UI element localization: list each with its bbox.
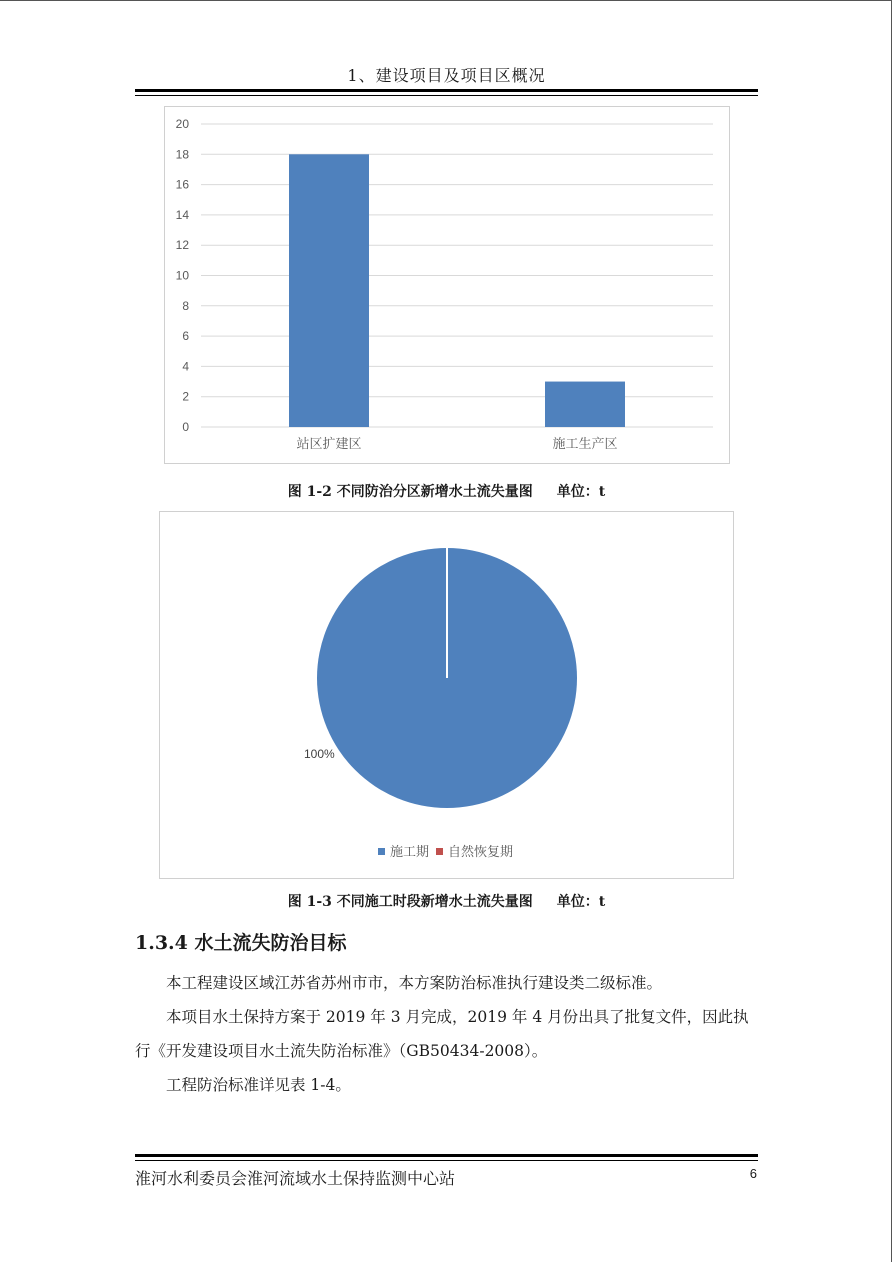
bar-y-tick-label: 16 bbox=[175, 177, 189, 192]
legend-label-1: 自然恢复期 bbox=[448, 845, 514, 860]
pie-caption-text: 图 1-3 不同施工时段新增水土流失量图 bbox=[287, 894, 533, 910]
header-rule-thin bbox=[135, 95, 758, 96]
bar-0 bbox=[289, 154, 369, 427]
bar-y-tick-label: 18 bbox=[175, 147, 189, 162]
bar-caption-unit: 单位：t bbox=[556, 484, 606, 500]
pie-caption-unit: 单位：t bbox=[556, 894, 606, 910]
pie-chart-frame bbox=[159, 511, 734, 879]
bar-caption-text: 图 1-2 不同防治分区新增水土流失量图 bbox=[287, 484, 533, 500]
pie-figure-caption bbox=[135, 891, 758, 911]
bar-figure-caption bbox=[135, 481, 758, 501]
page-number: 6 bbox=[749, 1166, 757, 1181]
bar-y-tick-label: 12 bbox=[175, 238, 189, 253]
page-edge-top bbox=[0, 0, 892, 1]
bar-1 bbox=[545, 382, 625, 427]
paragraph-1: 本工程建设区域江苏省苏州市市，本方案防治标准执行建设类二级标准。 bbox=[166, 974, 663, 992]
legend-swatch-0 bbox=[378, 848, 385, 855]
legend-swatch-1 bbox=[436, 848, 443, 855]
header-rule-thick bbox=[135, 89, 758, 92]
bar-y-tick-label: 4 bbox=[182, 359, 189, 374]
footer-rule-thick bbox=[135, 1154, 758, 1157]
bar-y-tick-label: 6 bbox=[182, 329, 189, 344]
paragraph-2: 本项目水土保持方案于 2019 年 3 月完成，2019 年 4 月份出具了批复文件，因此执行《开发建设项目水土流失防治标准》（GB50434-2008）。 bbox=[135, 1008, 749, 1060]
running-header: 1、建设项目及项目区概况 bbox=[347, 66, 546, 85]
pie-chart bbox=[160, 512, 733, 878]
bar-category-label: 施工生产区 bbox=[552, 437, 618, 452]
bar-y-tick-label: 20 bbox=[175, 117, 189, 131]
bar-chart-frame bbox=[164, 106, 730, 464]
bar-y-tick-label: 14 bbox=[175, 207, 189, 222]
bar-y-tick-label: 10 bbox=[175, 268, 189, 283]
paragraph-3: 工程防治标准详见表 1-4。 bbox=[166, 1076, 351, 1094]
legend-label-0: 施工期 bbox=[390, 845, 430, 860]
footer-organization: 淮河水利委员会淮河流域水土保持监测中心站 bbox=[135, 1169, 456, 1188]
bar-y-tick-label: 0 bbox=[182, 420, 189, 434]
bar-y-tick-label: 8 bbox=[182, 298, 189, 313]
section-heading: 1.3.4 水土流失防治目标 bbox=[135, 932, 347, 954]
bar-y-tick-label: 2 bbox=[182, 389, 189, 404]
footer-rule-thin bbox=[135, 1160, 758, 1161]
pie-data-label: 100% bbox=[304, 747, 335, 761]
bar-chart bbox=[165, 107, 729, 463]
bar-category-label: 站区扩建区 bbox=[296, 437, 362, 452]
